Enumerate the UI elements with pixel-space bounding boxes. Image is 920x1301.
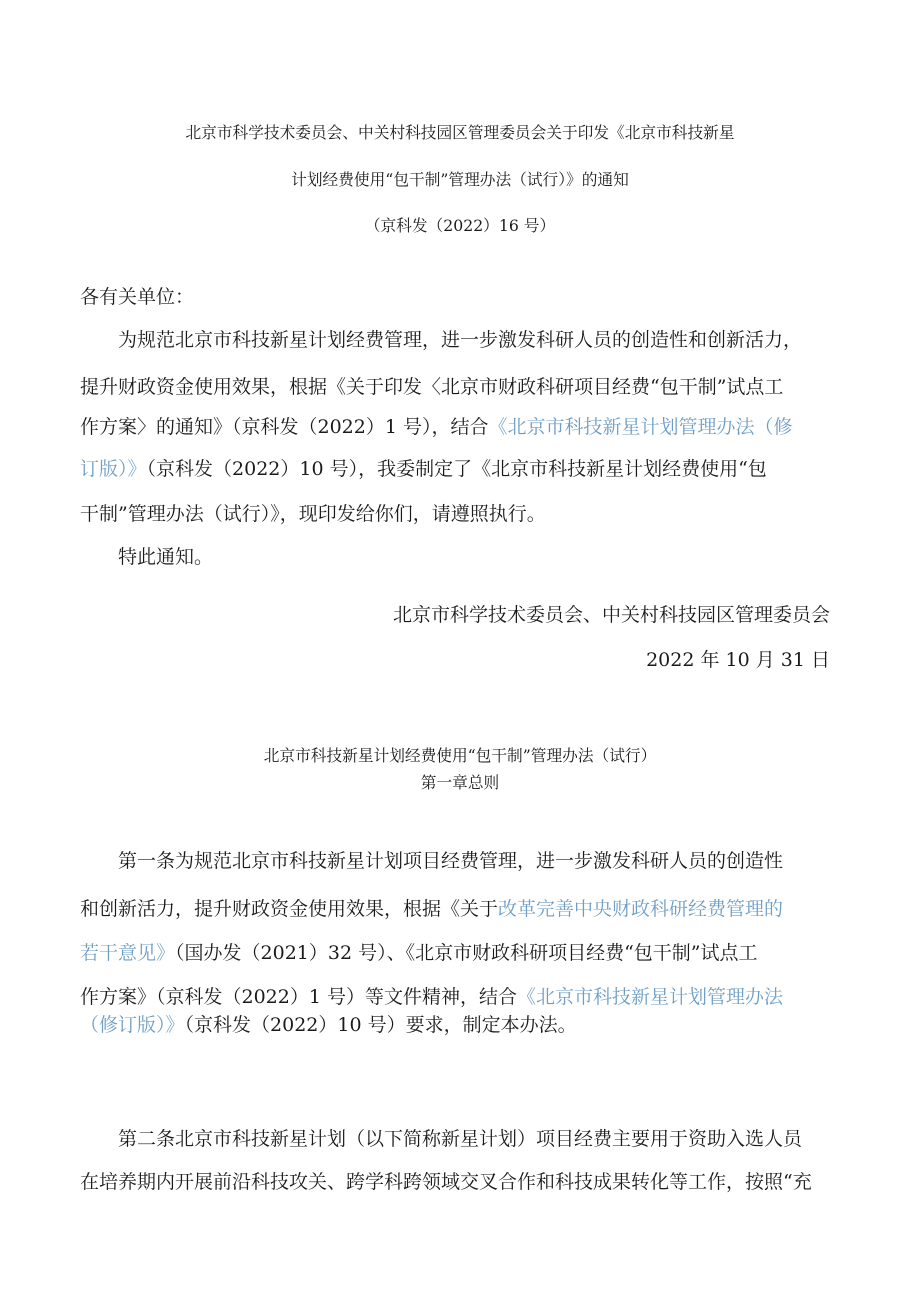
- doc-number: （京科发（2022）16 号）: [364, 216, 556, 235]
- article1-line4: [80, 983, 783, 1011]
- date: 2022 年 10 月 31 日: [646, 649, 830, 671]
- signature: 北京市科学技术委员会、中关村科技园区管理委员会: [392, 604, 830, 626]
- para1-line3-text: 作方案〉的通知》（京科发（2022）1 号），结合: [80, 416, 489, 438]
- chapter-title: 第一章总则: [420, 773, 500, 792]
- para1-line1: 为规范北京市科技新星计划经费管理，进一步激发科研人员的创造性和创新活力，: [118, 329, 803, 351]
- para1-line2: 提升财政资金使用效果，根据《关于印发〈北京市财政科研项目经费“包干制”试点工: [80, 376, 784, 398]
- reform-opinion-link-part1[interactable]: 改革完善中央财政科研经费管理的: [498, 898, 784, 920]
- article1-line4-text: 作方案》（京科发（2022）1 号）等文件精神，结合: [80, 986, 517, 1008]
- article1-line2: [80, 895, 783, 923]
- para1-line4: [80, 455, 767, 483]
- regulation-link2-part2[interactable]: （修订版）》: [80, 1014, 185, 1036]
- para1-line5: 干制”管理办法（试行）》，现印发给你们，请遵照执行。: [80, 503, 546, 525]
- article2-line1: 第二条北京市科技新星计划（以下简称新星计划）项目经费主要用于资助入选人员: [118, 1128, 803, 1150]
- article1-line1: 第一条为规范北京市科技新星计划项目经费管理，进一步激发科研人员的创造性: [118, 850, 784, 872]
- regulation-link2-part1[interactable]: 《北京市科技新星计划管理办法: [516, 986, 783, 1008]
- closing-text: 特此通知。: [118, 546, 214, 568]
- measures-title: 北京市科技新星计划经费使用“包干制”管理办法（试行）: [263, 746, 657, 765]
- notice-title-line1: 北京市科学技术委员会、中关村科技园区管理委员会关于印发《北京市科技新星: [185, 123, 735, 142]
- notice-title-line2: 计划经费使用“包干制”管理办法（试行）》的通知: [291, 170, 629, 189]
- article1-line3-text: （国办发（2021）32 号）、《北京市财政科研项目经费“包干制”试点工: [175, 942, 758, 964]
- article2-line2: 在培养期内开展前沿科技攻关、跨学科跨领域交叉合作和科技成果转化等工作，按照“充: [80, 1171, 812, 1193]
- article1-line5: [80, 1011, 577, 1039]
- reform-opinion-link-part2[interactable]: 若干意见》: [80, 942, 176, 964]
- article1-line2-text: 和创新活力，提升财政资金使用效果，根据《关于: [80, 898, 499, 920]
- article1-line5-text: （京科发（2022）10 号）要求，制定本办法。: [184, 1014, 577, 1036]
- salutation: 各有关单位：: [80, 286, 195, 308]
- regulation-link-part2[interactable]: 订版）》: [80, 458, 147, 480]
- para1-line4-text: （京科发（2022）10 号），我委制定了《北京市科技新星计划经费使用“包: [146, 458, 767, 480]
- article1-line3: [80, 939, 758, 967]
- para1-line3: [80, 413, 793, 441]
- regulation-link-part1[interactable]: 《北京市科技新星计划管理办法（修: [488, 416, 793, 438]
